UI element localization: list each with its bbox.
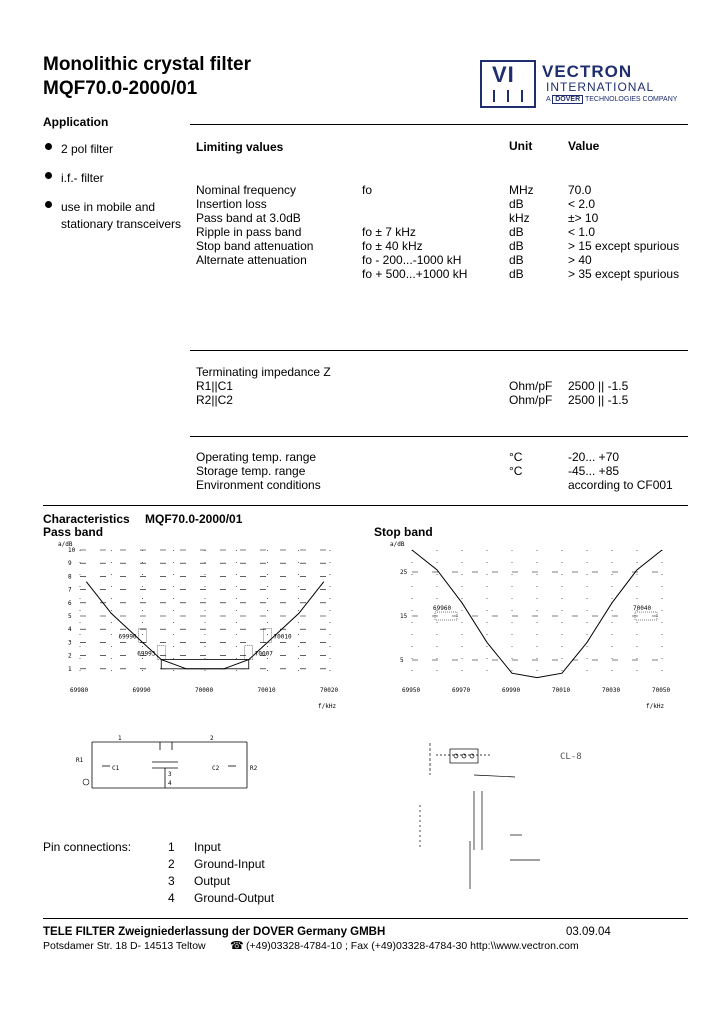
param: R2||C2 xyxy=(196,393,233,407)
unit: dB xyxy=(509,225,524,239)
pin-number: 3 xyxy=(168,874,175,888)
characteristics-model: MQF70.0-2000/01 xyxy=(145,512,243,526)
table-rule-3 xyxy=(190,436,688,437)
y-tick-label: 10 xyxy=(68,547,76,554)
value: -20... +70 xyxy=(568,450,620,464)
stop-band-ticks xyxy=(400,569,670,694)
y-tick-label: 1 xyxy=(68,665,72,673)
annotation-label: 69993 xyxy=(137,650,156,658)
x-tick-label: 70010 xyxy=(257,687,276,694)
circuit-r2: R2 xyxy=(250,765,258,772)
footer-address: Potsdamer Str. 18 D- 14513 Teltow xyxy=(43,940,206,952)
unit: dB xyxy=(509,197,524,211)
logo-tagline-badge: DOVER xyxy=(552,95,583,104)
table-rule-2 xyxy=(190,350,688,351)
table-top-rule xyxy=(190,124,688,125)
annotation-label: 70007 xyxy=(254,650,273,658)
circuit-pin2: 2 xyxy=(210,735,214,742)
x-tick-label: 70030 xyxy=(602,687,621,694)
application-item-3: use in mobile and xyxy=(61,200,156,214)
circuit-c2: C2 xyxy=(212,765,220,772)
pin-connections-heading: Pin connections: xyxy=(43,840,132,854)
footer-rule xyxy=(43,918,688,919)
param: Nominal frequency xyxy=(196,183,297,197)
pass-band-xlabel: f/kHz xyxy=(318,703,337,710)
value: > 35 except spurious xyxy=(568,267,680,281)
annotation-label: 70010 xyxy=(273,633,292,641)
bullet-icon xyxy=(45,201,52,208)
bullet-icon xyxy=(45,143,52,150)
param: Pass band at 3.0dB xyxy=(196,211,301,225)
logo-sub: INTERNATIONAL xyxy=(546,80,655,94)
package-outline xyxy=(410,735,590,895)
unit: dB xyxy=(509,253,524,267)
param: Environment conditions xyxy=(196,478,321,492)
application-heading: Application xyxy=(43,115,109,129)
unit: Ohm/pF xyxy=(509,393,553,407)
stop-band-xlabel: f/kHz xyxy=(646,703,665,710)
title-line2: MQF70.0-2000/01 xyxy=(43,78,198,99)
y-tick-label: 2 xyxy=(68,652,72,660)
unit: MHz xyxy=(509,183,534,197)
condition: fo ± 40 kHz xyxy=(362,239,423,253)
pin-number: 2 xyxy=(168,857,175,871)
value: 2500 || -1.5 xyxy=(568,393,629,407)
unit: °C xyxy=(509,450,523,464)
x-tick-label: 69990 xyxy=(502,687,521,694)
param: Ripple in pass band xyxy=(196,225,302,239)
application-item-4: stationary transceivers xyxy=(61,217,182,231)
pass-band-chart xyxy=(50,538,350,710)
unit: °C xyxy=(509,464,523,478)
stop-band-ylabel: a/dB xyxy=(390,541,405,548)
stop-band-grid xyxy=(412,550,662,682)
pin-number: 1 xyxy=(168,840,175,854)
title-line1: Monolithic crystal filter xyxy=(43,54,251,75)
circuit-c1: C1 xyxy=(112,765,120,772)
logo-bars xyxy=(493,90,523,102)
x-tick-label: 69980 xyxy=(70,687,89,694)
x-tick-label: 69950 xyxy=(402,687,421,694)
pin-name: Ground-Output xyxy=(194,891,275,905)
x-tick-label: 70000 xyxy=(195,687,214,694)
x-tick-label: 70010 xyxy=(552,687,571,694)
package-label: CL-8 xyxy=(560,752,582,762)
y-tick-label: 8 xyxy=(68,573,72,581)
stop-band-chart xyxy=(378,538,678,710)
circuit-pin4: 4 xyxy=(168,780,172,787)
logo-tagline xyxy=(546,96,677,103)
pass-band-ylabel: a/dB xyxy=(58,541,73,548)
pin-number: 4 xyxy=(168,891,175,905)
bullet-icon xyxy=(45,172,52,179)
unit: dB xyxy=(509,239,524,253)
unit: kHz xyxy=(509,211,530,225)
annotation-label: 69960 xyxy=(433,605,452,612)
header-unit: Unit xyxy=(509,139,533,153)
pass-band-grid xyxy=(80,550,330,682)
section-rule xyxy=(43,505,688,506)
x-tick-label: 69970 xyxy=(452,687,471,694)
vectron-logo xyxy=(480,58,690,114)
footer-date: 03.09.04 xyxy=(566,926,611,938)
value: 2500 || -1.5 xyxy=(568,379,629,393)
value: < 1.0 xyxy=(568,225,596,239)
y-tick-label: 5 xyxy=(400,657,404,664)
param: Alternate attenuation xyxy=(196,253,307,267)
logo-tagline-prefix: A xyxy=(546,96,551,103)
value: -45... +85 xyxy=(568,464,620,478)
annotation-label: 70040 xyxy=(633,605,652,612)
application-item-1: 2 pol filter xyxy=(61,142,114,156)
footer-company: TELE FILTER Zweigniederlassung der DOVER Germany GMBH xyxy=(43,926,386,938)
header-limiting-values: Limiting values xyxy=(196,140,284,154)
circuit-r1: R1 xyxy=(76,757,84,764)
value: according to CF001 xyxy=(568,478,673,492)
param: Terminating impedance Z xyxy=(196,365,331,379)
y-tick-label: 7 xyxy=(68,586,72,594)
y-tick-label: 5 xyxy=(68,613,72,620)
header-value: Value xyxy=(568,139,600,153)
param: Insertion loss xyxy=(196,197,267,211)
y-tick-label: 4 xyxy=(68,626,72,634)
condition: fo + 500...+1000 kH xyxy=(362,267,468,281)
value: < 2.0 xyxy=(568,197,596,211)
y-tick-label: 3 xyxy=(68,639,72,647)
y-tick-label: 9 xyxy=(68,560,72,568)
pin-name: Ground-Input xyxy=(194,857,265,871)
condition: fo - 200...-1000 kH xyxy=(362,253,462,267)
unit: Ohm/pF xyxy=(509,379,553,393)
circuit-pin3: 3 xyxy=(168,771,172,778)
footer-contact: (+49)03328-4784-10 ; Fax (+49)03328-4784-30 http:\\www.vectron.com xyxy=(246,940,579,952)
x-tick-label: 70050 xyxy=(652,687,671,694)
logo-name: VECTRON xyxy=(542,62,633,81)
stop-band-label: Stop band xyxy=(374,525,433,539)
x-tick-label: 70020 xyxy=(320,687,339,694)
unit: dB xyxy=(509,267,524,281)
application-item-2: i.f.- filter xyxy=(61,171,104,185)
pass-band-label: Pass band xyxy=(43,525,104,539)
x-tick-label: 69990 xyxy=(132,687,151,694)
stop-band-annotations xyxy=(433,605,657,620)
condition: fo ± 7 kHz xyxy=(362,225,416,239)
logo-mark: VI xyxy=(492,62,515,87)
param: Operating temp. range xyxy=(196,450,317,464)
value: > 40 xyxy=(568,253,592,267)
y-tick-label: 6 xyxy=(68,599,72,607)
param: Stop band attenuation xyxy=(196,239,314,253)
equivalent-circuit xyxy=(72,732,272,800)
value: 70.0 xyxy=(568,183,592,197)
ground-icon xyxy=(83,779,89,785)
circuit-pin1: 1 xyxy=(118,735,122,742)
condition: fo xyxy=(362,183,373,197)
pass-band-ticks xyxy=(68,547,338,694)
logo-tagline-suffix: TECHNOLOGIES COMPANY xyxy=(584,96,678,103)
pin-name: Input xyxy=(194,840,221,854)
value: ±> 10 xyxy=(568,211,599,225)
pin-name: Output xyxy=(194,874,231,888)
characteristics-heading: Characteristics xyxy=(43,512,130,526)
y-tick-label: 25 xyxy=(400,569,408,576)
y-tick-label: 15 xyxy=(400,613,408,620)
param: R1||C1 xyxy=(196,379,233,393)
phone-icon: ☎ xyxy=(230,940,244,952)
value: > 15 except spurious xyxy=(568,239,680,253)
annotation-label: 69990 xyxy=(118,633,137,641)
param: Storage temp. range xyxy=(196,464,306,478)
